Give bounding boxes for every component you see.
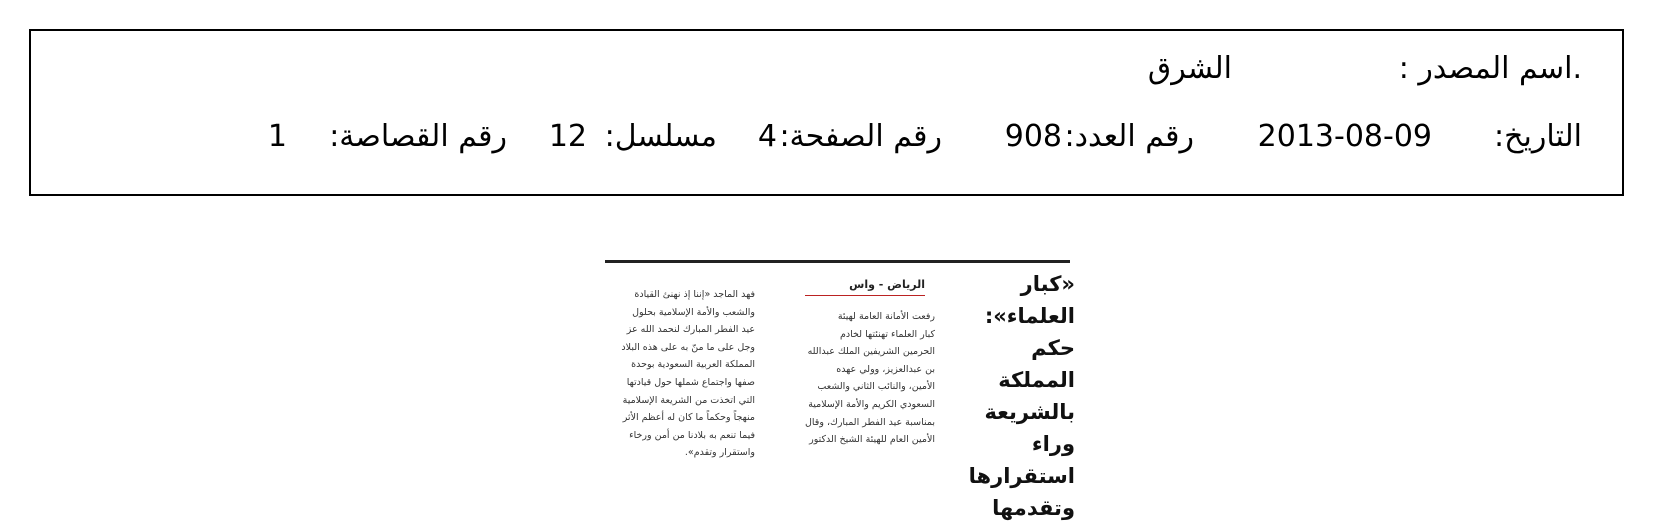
- source-value: الشرق: [1147, 51, 1232, 86]
- clip-value: 1: [267, 119, 287, 154]
- page-label: رقم الصفحة:: [779, 119, 942, 154]
- clipping-top-rule: [605, 260, 1070, 263]
- date-label: التاريخ:: [1494, 119, 1582, 154]
- newspaper-clipping: [605, 260, 1075, 520]
- date-value: 2013-08-09: [1257, 119, 1432, 154]
- serial-label: مسلسل:: [604, 119, 717, 154]
- article-column-left: فهد الماجد «إننا إذ نهنئ القيادة والشعب والأمة الإسلامية بحلول عيد الفطر المبارك لنحمد الله عز وجل على ما منّ به على هذه البلاد المملكة العربية السعودية بوحدة صفها واجتماع شملها حول قيادتها التي اتخذت من الشريعة الإسلامية منهجاً وحكماً ما كان له أعظم الأثر فيما تنعم به بلادنا من أمن ورخاء واستقرار وتقدم».: [621, 289, 755, 459]
- issue-label: رقم العدد:: [1064, 119, 1194, 154]
- article-headline: «كبار العلماء»: حكم المملكة بالشريعة وراء استقرارها وتقدمها: [968, 272, 1075, 520]
- issue-value: 908: [1004, 119, 1062, 154]
- article-column-right: رفعت الأمانة العامة لهيئة كبار العلماء تهنئتها لخادم الحرمين الشريفين الملك عبدالله بن عبدالعزيز، وولي عهده الأمين، والنائب الثاني والشعب السعودي الكريم والأمة الإسلامية بمناسبة عيد الفطر المبارك، وقال الأمين العام للهيئة الشيخ الدكتور: [805, 311, 935, 446]
- clipping-info-box: [29, 29, 1624, 196]
- serial-value: 12: [548, 119, 587, 154]
- page-value: 4: [757, 119, 777, 154]
- clip-label: رقم القصاصة:: [329, 119, 507, 154]
- source-label: .اسم المصدر :: [1398, 51, 1582, 86]
- article-dateline: الرياض - واس: [805, 278, 925, 296]
